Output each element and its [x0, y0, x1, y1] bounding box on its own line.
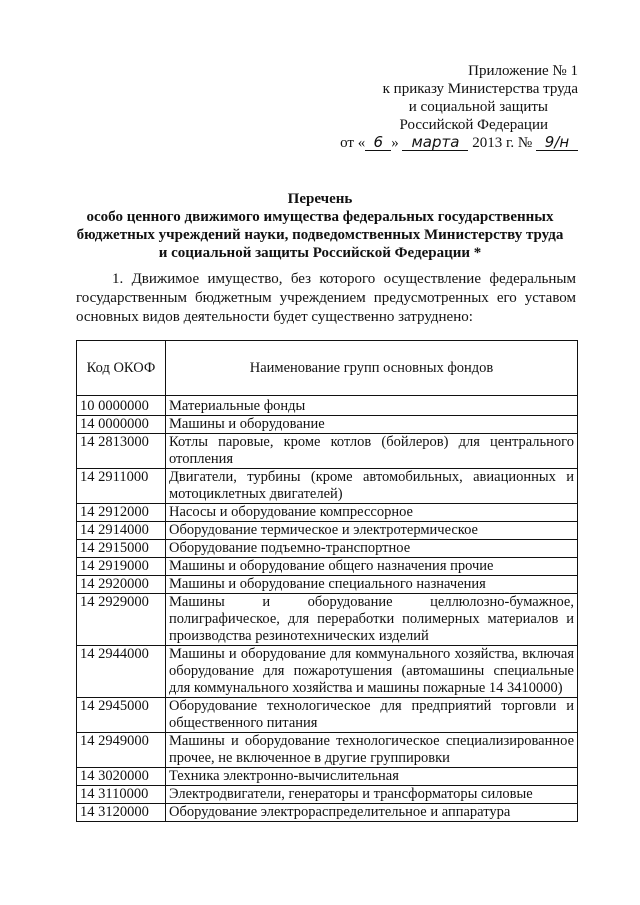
group-name: Оборудование электрораспределительное и аппаратура — [166, 804, 578, 822]
date-mid: » — [391, 135, 399, 151]
group-name: Оборудование технологическое для предприятий торговли и общественного питания — [166, 698, 578, 733]
group-name: Машины и оборудование целлюлозно-бумажное, полиграфическое, для переработки полимерных материалов и производства резинотехнических изделий — [166, 594, 578, 646]
okof-code: 14 3110000 — [77, 786, 166, 804]
table-row — [77, 416, 578, 434]
okof-code: 14 2945000 — [77, 698, 166, 733]
okof-code: 14 2915000 — [77, 540, 166, 558]
table-body — [77, 396, 578, 822]
appendix-line-1: Приложение № 1 — [468, 63, 578, 79]
handwritten-day: 6 — [365, 134, 391, 151]
date-prefix: от « — [340, 135, 366, 151]
table-row — [77, 558, 578, 576]
group-name: Оборудование подъемно-транспортное — [166, 540, 578, 558]
table-row — [77, 576, 578, 594]
table-row — [77, 396, 578, 416]
okof-code: 14 2912000 — [77, 504, 166, 522]
title-line-4: и социальной защиты Российской Федерации * — [158, 245, 482, 261]
intro-paragraph: 1. Движимое имущество, без которого осуществление федеральным государственным бюджетным учреждением предусмотренных его уставом основных видов деятельности будет существенно затруднено: — [76, 271, 576, 325]
title-line-1: Перечень — [287, 191, 353, 207]
document-title — [64, 190, 576, 262]
group-name: Машины и оборудование технологическое специализированное прочее, не включенное в другие группировки — [166, 733, 578, 768]
group-name: Машины и оборудование — [166, 416, 578, 434]
handwritten-order-number: 9/н — [536, 134, 578, 151]
okof-code: 14 2944000 — [77, 646, 166, 698]
date-year: 2013 г. № — [472, 135, 533, 151]
table-row — [77, 646, 578, 698]
group-name: Насосы и оборудование компрессорное — [166, 504, 578, 522]
okof-code: 14 2949000 — [77, 733, 166, 768]
table-row — [77, 768, 578, 786]
group-name: Машины и оборудование общего назначения прочие — [166, 558, 578, 576]
okof-code: 14 2920000 — [77, 576, 166, 594]
group-name: Машины и оборудование для коммунального хозяйства, включая оборудование для пожаротушения (автомашины специальные для коммунального хозяйства и машины пожарные 14 3410000) — [166, 646, 578, 698]
okof-code: 14 2813000 — [77, 434, 166, 469]
appendix-line-2: к приказу Министерства труда — [382, 81, 578, 97]
header-code: Код ОКОФ — [77, 341, 166, 396]
table-row — [77, 786, 578, 804]
okof-code: 10 0000000 — [77, 396, 166, 416]
title-line-3: бюджетных учреждений науки, подведомственных Министерству труда — [76, 227, 564, 243]
appendix-line-4: Российской Федерации — [399, 117, 548, 133]
okof-code: 14 2929000 — [77, 594, 166, 646]
table-row — [77, 540, 578, 558]
title-line-2: особо ценного движимого имущества федеральных государственных — [86, 209, 554, 225]
table-row — [77, 522, 578, 540]
group-name: Электродвигатели, генераторы и трансформаторы силовые — [166, 786, 578, 804]
header-name: Наименование групп основных фондов — [166, 341, 578, 396]
group-name: Двигатели, турбины (кроме автомобильных, авиационных и мотоциклетных двигателей) — [166, 469, 578, 504]
okof-code: 14 2911000 — [77, 469, 166, 504]
group-name: Оборудование термическое и электротермическое — [166, 522, 578, 540]
table-row — [77, 733, 578, 768]
group-name: Техника электронно-вычислительная — [166, 768, 578, 786]
okof-table — [76, 340, 578, 822]
okof-code: 14 3020000 — [77, 768, 166, 786]
table-row — [77, 804, 578, 822]
group-name: Котлы паровые, кроме котлов (бойлеров) для центрального отопления — [166, 434, 578, 469]
table-row — [77, 698, 578, 733]
table-header-row — [77, 341, 578, 396]
group-name: Машины и оборудование специального назначения — [166, 576, 578, 594]
table-row — [77, 434, 578, 469]
table-row — [77, 504, 578, 522]
appendix-line-3: и социальной защиты — [408, 99, 548, 115]
okof-code: 14 2914000 — [77, 522, 166, 540]
appendix-header — [258, 62, 578, 152]
table-row — [77, 469, 578, 504]
handwritten-month: марта — [402, 134, 468, 151]
okof-code: 14 2919000 — [77, 558, 166, 576]
okof-code: 14 0000000 — [77, 416, 166, 434]
okof-code: 14 3120000 — [77, 804, 166, 822]
group-name: Материальные фонды — [166, 396, 578, 416]
appendix-date-line — [258, 134, 578, 152]
table-row — [77, 594, 578, 646]
